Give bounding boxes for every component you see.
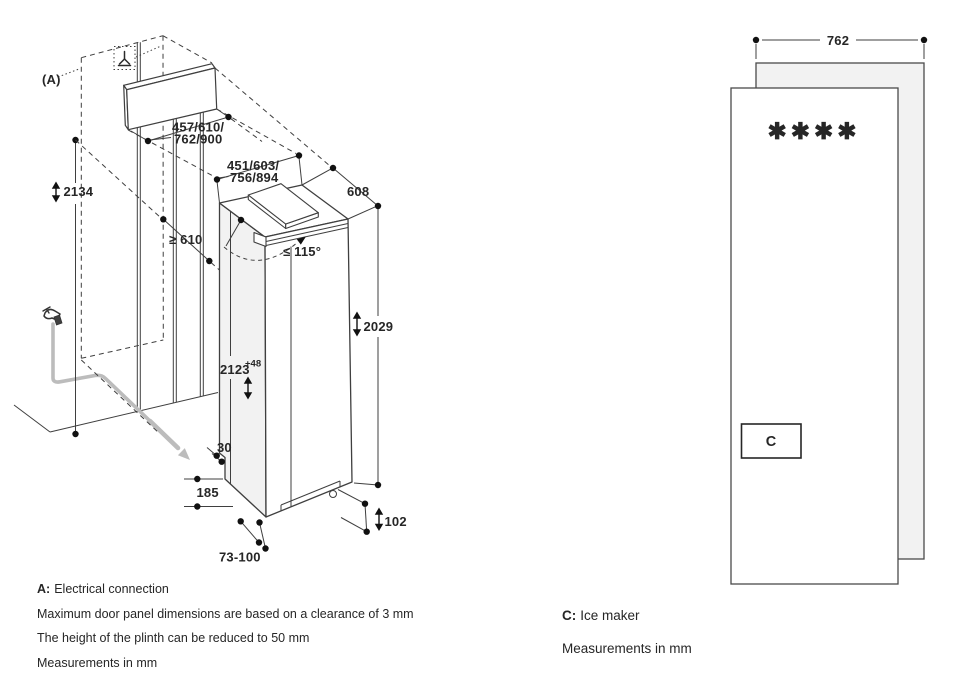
dimension-point [330, 165, 336, 171]
dimension-point [238, 217, 244, 223]
note-a-text: Electrical connection [54, 582, 169, 596]
note-electrical [37, 582, 414, 596]
dim-rear-gap-label: 30 [217, 440, 232, 455]
dim-niche-height-label: 2123 [220, 362, 250, 377]
dimension-water-height [184, 476, 233, 510]
dim-panel-width-label-2: 756/894 [230, 170, 279, 185]
right-notes [562, 609, 692, 675]
dimension-plinth-height [338, 490, 407, 535]
note-c-prefix: C: [562, 608, 577, 623]
dim-depth-label: 608 [347, 184, 370, 199]
appliance-foot [330, 491, 337, 498]
dimension-point [194, 503, 200, 509]
appliance [220, 184, 353, 517]
dimension-plinth-recess [219, 518, 269, 564]
ice-maker-box-label: C [765, 434, 777, 450]
dim-door-angle-label: ≤ 115° [283, 244, 322, 259]
a-marker-leader [58, 46, 161, 77]
door-panel-view [731, 33, 927, 584]
freezer-rating-stars: ✱✱✱✱ [767, 118, 861, 144]
note-units-left: Measurements in mm [37, 655, 158, 670]
insertion-arrow [178, 448, 190, 460]
dim-niche-width-label-1: 457/610/ [172, 119, 225, 135]
dimension-overall-height [52, 137, 94, 437]
dimension-point [225, 114, 231, 120]
door-panel-front [731, 88, 898, 584]
dim-plinth-recess-label: 73-100 [219, 549, 261, 565]
dimension-point [364, 529, 370, 535]
dim-overall-height-label: 2134 [63, 184, 94, 199]
vertical-extent-arrow [375, 508, 383, 532]
dimension-point [375, 482, 381, 488]
dimension-point [219, 459, 225, 465]
dim-min-clearance-label: ≥ 610 [169, 232, 203, 247]
dimension-point [921, 37, 927, 43]
dim-door-width-label: 762 [826, 33, 850, 48]
dimension-point [753, 37, 759, 43]
left-notes [37, 582, 414, 680]
dimension-point [362, 501, 368, 507]
dimension-point [160, 216, 166, 222]
dim-niche-width-label-2: 762/900 [174, 131, 223, 147]
floor-lines [14, 393, 218, 433]
dimension-appliance-height [353, 203, 393, 488]
dimension-point [256, 539, 262, 545]
note-a-prefix: A: [37, 582, 51, 596]
dimension-point [375, 203, 381, 209]
dimension-point [262, 545, 268, 551]
dimension-point [296, 152, 302, 158]
dim-water-height-label: 185 [196, 485, 219, 500]
dim-niche-height-tolerance: +48 [245, 358, 262, 370]
note-units-right: Measurements in mm [562, 641, 692, 656]
note-plinth: The height of the plinth can be reduced to 50 mm [37, 631, 310, 645]
vertical-extent-arrow [353, 312, 361, 337]
vertical-extent-arrow [52, 182, 60, 203]
dim-plinth-height-label: 102 [384, 514, 407, 529]
appliance-door-front [265, 219, 352, 517]
note-clearance: Maximum door panel dimensions are based on a clearance of 3 mm [37, 606, 414, 621]
dimension-point [72, 431, 78, 437]
note-ice-maker [562, 609, 692, 623]
dimension-point [214, 176, 220, 182]
dimension-point [145, 138, 151, 144]
note-c-text: Ice maker [580, 608, 640, 623]
electrical-connection-icon [114, 47, 135, 70]
dimension-point [206, 258, 212, 264]
dimension-point [238, 518, 244, 524]
insertion-dashed-line [81, 360, 160, 434]
water-hose [53, 324, 178, 448]
a-marker: (A) [42, 72, 61, 87]
dim-appliance-height-label: 2029 [363, 319, 394, 334]
dimension-point [256, 519, 262, 525]
dimension-point [194, 476, 200, 482]
dim-panel-width-label-1: 451/603/ [227, 158, 280, 173]
